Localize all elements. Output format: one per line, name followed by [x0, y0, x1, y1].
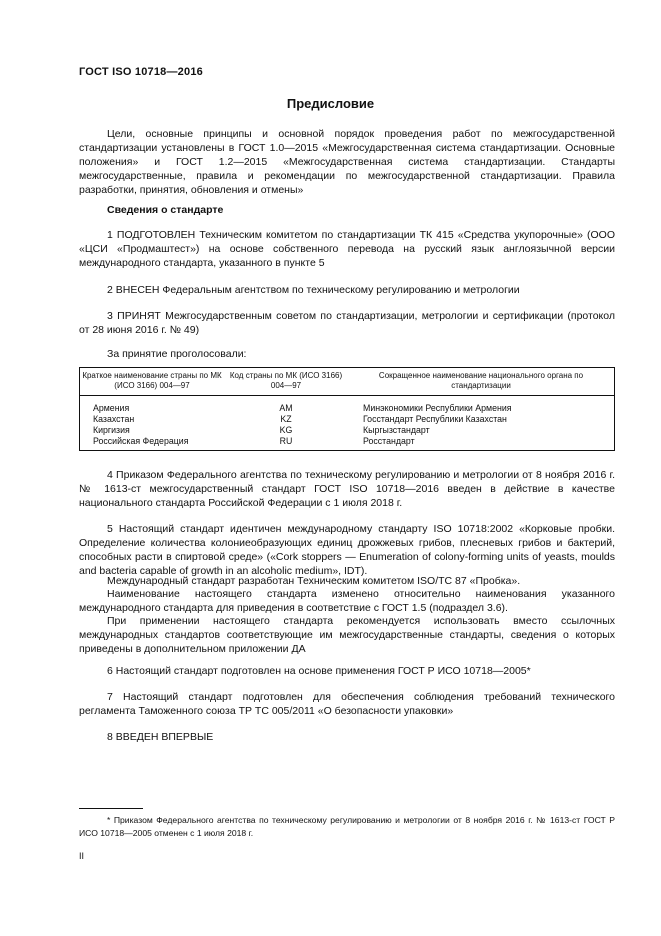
table-row	[79, 396, 615, 415]
intro-paragraph: Цели, основные принципы и основной порядок проведения работ по межгосударственной стандартизации установлены в ГОСТ 1.0—2015 «Межгосударственная система стандартизации. Основные положения» и ГОСТ 1.2—2015 «Межгосударственная система стандартизации. Стандарты межгосударственные, правила и рекомендации по межгосударственной стандартизации. Правила разработки, принятия, обновления и отмены»	[79, 128, 615, 196]
table-header-country: Краткое наименование страны по МК (ИСО 3166) 004—97	[79, 367, 225, 396]
table-cell-country: Российская Федерация	[93, 436, 189, 446]
table-header-row	[79, 367, 615, 396]
table-cell-authority: Росстандарт	[363, 436, 415, 446]
item-5: 5 Настоящий стандарт идентичен международному стандарту ISO 10718:2002 «Корковые пробки. Определение количества колониеобразующих единиц дрожжевых грибов, плесневых грибов и бактерий, способных расти в спиртовой среде» («Cork stoppers — Enumeration of colony-forming units of yeasts, moulds and bacteria capable of growth in an alcoholic medium», IDT).	[79, 523, 615, 577]
item-4: 4 Приказом Федерального агентства по техническому регулированию и метрологии от 8 ноября 2016 г. № 1613-ст межгосударственный стандарт ГОСТ ISO 10718—2016 введен в действие в качестве национального стандарта Российской Федерации с 1 июля 2018 г.	[79, 469, 615, 509]
table-header-authority: Сокращенное наименование национального органа по стандартизации	[347, 367, 615, 396]
table-cell-authority: Кыргызстандарт	[363, 425, 430, 435]
table-cell-country: Киргизия	[93, 425, 130, 435]
page-title: Предисловие	[286, 96, 375, 111]
item-6: 6 Настоящий стандарт подготовлен на основе применения ГОСТ Р ИСО 10718—2005*	[107, 665, 531, 677]
table-row	[79, 436, 615, 447]
table-cell-code: RU	[279, 436, 293, 446]
info-heading: Сведения о стандарте	[107, 204, 224, 216]
table-cell-country: Армения	[93, 403, 130, 413]
voting-table	[79, 367, 615, 447]
item-7: 7 Настоящий стандарт подготовлен для обеспечения соблюдения требований технического регламента Таможенного союза ТР ТС 005/2011 «О безопасности упаковки»	[79, 691, 615, 717]
item-3: 3 ПРИНЯТ Межгосударственным советом по стандартизации, метрологии и сертификации (протокол от 28 июня 2016 г. № 49)	[79, 310, 615, 336]
voted-label: За принятие проголосовали:	[107, 348, 247, 360]
footnote-divider	[79, 808, 143, 809]
item-1: 1 ПОДГОТОВЛЕН Техническим комитетом по стандартизации ТК 415 «Средства укупорочные» (ООО «ЦСИ «Продмаштест») на основе собственного перевода на русский язык англоязычной версии международного стандарта, указанного в пункте 5	[79, 229, 615, 269]
item-5-paragraph-3: Наименование настоящего стандарта изменено относительно наименования указанного международного стандарта для приведения в соответствие с ГОСТ 1.5 (подраздел 3.6).	[79, 588, 615, 614]
item-8: 8 ВВЕДЕН ВПЕРВЫЕ	[107, 731, 214, 743]
item-5-paragraph-4: При применении настоящего стандарта рекомендуется использовать вместо ссылочных международных стандартов соответствующие им межгосударственные стандарты, сведения о которых приведены в дополнительном приложении ДА	[79, 615, 615, 655]
page-number: II	[79, 851, 85, 861]
table-row	[79, 414, 615, 425]
table-cell-code: AM	[279, 403, 293, 413]
item-2: 2 ВНЕСЕН Федеральным агентством по техническому регулированию и метрологии	[107, 284, 520, 296]
table-row	[79, 425, 615, 436]
table-cell-authority: Госстандарт Республики Казахстан	[363, 414, 507, 424]
item-5-paragraph-2: Международный стандарт разработан Техническим комитетом ISO/TC 87 «Пробка».	[107, 575, 521, 587]
table-header-code: Код страны по МК (ИСО 3166) 004—97	[225, 367, 347, 396]
table-cell-code: KZ	[280, 414, 292, 424]
table-cell-authority: Минэкономики Республики Армения	[363, 403, 512, 413]
document-header: ГОСТ ISO 10718—2016	[79, 66, 203, 78]
table-cell-country: Казахстан	[93, 414, 135, 424]
table-cell-code: KG	[279, 425, 293, 435]
footnote: * Приказом Федерального агентства по техническому регулированию и метрологии от 8 ноября 2016 г. № 1613-ст ГОСТ Р ИСО 10718—2005 отменен с 1 июля 2018 г.	[79, 815, 615, 838]
